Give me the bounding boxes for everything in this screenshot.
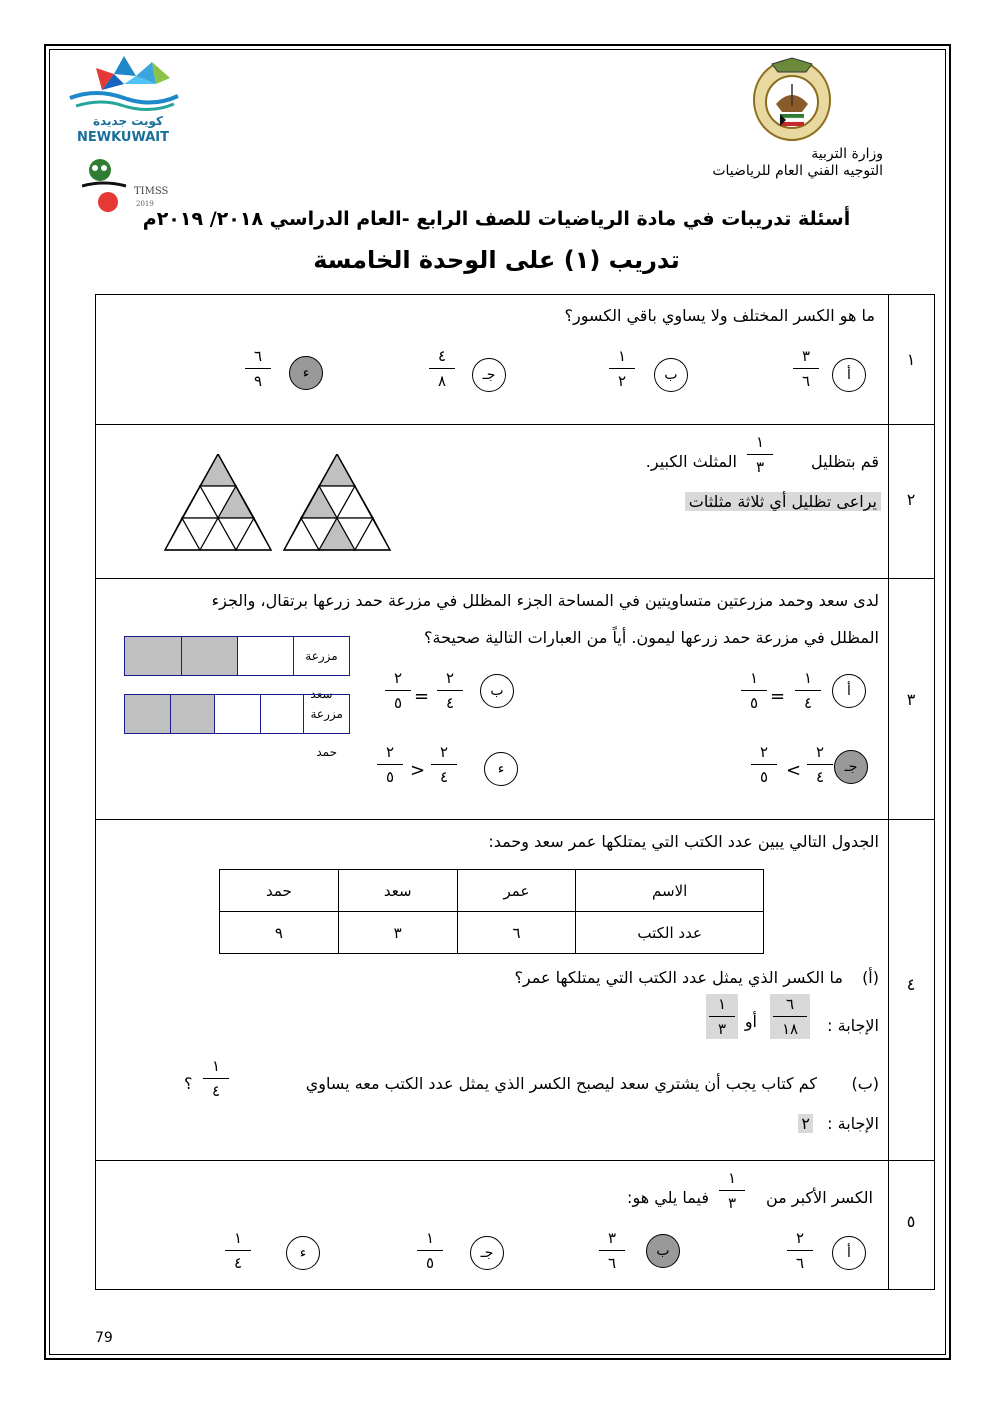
table-header-row — [220, 870, 764, 912]
denominator: ٥ — [425, 1254, 435, 1272]
denominator: ٣ — [755, 458, 765, 476]
farm-cell-shaded — [181, 637, 237, 675]
q3-option-c-left-fraction — [804, 742, 836, 787]
q3-option-a-right-fraction — [738, 668, 770, 713]
q1-option-b[interactable]: ب — [654, 358, 688, 392]
q3-option-a-sign: = — [770, 686, 786, 707]
q5-option-d-fraction — [222, 1228, 254, 1273]
farm-cell-shaded — [125, 637, 181, 675]
q1-option-b-fraction — [606, 346, 638, 391]
q4-answer-a-label: الإجابة : — [827, 1016, 879, 1035]
denominator: ٦ — [795, 1254, 805, 1272]
q1-option-c-fraction — [426, 346, 458, 391]
triangles-figure — [160, 454, 400, 556]
q4-part-a-text: ما الكسر الذي يمثل عدد الكتب التي يمتلكها عمر؟ — [514, 968, 843, 987]
table-cell: ٩ — [220, 912, 339, 954]
table-cell: ٦ — [457, 912, 576, 954]
denominator: ٢ — [617, 372, 627, 390]
farm-hamad-label: مزرعة حمد — [303, 695, 349, 733]
farm-cell — [237, 637, 293, 675]
timss-year: 2019 — [136, 200, 154, 208]
q1-option-d[interactable]: ء — [289, 356, 323, 390]
row-divider — [96, 424, 934, 425]
books-table — [219, 869, 764, 954]
numerator: ٢ — [439, 743, 449, 761]
q4-part-b-label: (ب) — [851, 1074, 879, 1093]
q5-option-b-fraction — [596, 1228, 628, 1273]
farm-saad-diagram — [124, 636, 350, 701]
numerator: ٦ — [785, 995, 795, 1013]
q3-option-d[interactable]: ء — [484, 752, 518, 786]
q5-option-a[interactable]: أ — [832, 1236, 866, 1270]
q5-option-c[interactable]: جـ — [470, 1236, 504, 1270]
numerator: ١ — [803, 669, 813, 687]
denominator: ٤ — [803, 694, 813, 712]
number-column-divider — [888, 295, 889, 1289]
denominator: ٥ — [749, 694, 759, 712]
q3-option-b-sign: = — [414, 686, 430, 707]
numerator: ٢ — [393, 669, 403, 687]
q1-option-a[interactable]: أ — [832, 358, 866, 392]
denominator: ١٨ — [781, 1020, 799, 1038]
q1-option-a-fraction — [790, 346, 822, 391]
numerator: ٢ — [815, 743, 825, 761]
triangle-2 — [284, 454, 390, 550]
q2-note: يراعى تظليل أي ثلاثة مثلثات — [685, 492, 881, 511]
q3-option-a-left-fraction — [792, 668, 824, 713]
q4-answer-a1-fraction — [770, 994, 810, 1039]
q4-part-a-label: (أ) — [862, 968, 879, 987]
q3-text-line2: المظلل في مزرعة حمد زرعها ليمون. أياً من العبارات التالية صحيحة؟ — [424, 628, 879, 647]
q4-answer-b-label: الإجابة : — [827, 1114, 879, 1133]
denominator: ٨ — [437, 372, 447, 390]
new-kuwait-english-label: NEWKUWAIT — [76, 130, 170, 145]
numerator: ٢ — [385, 743, 395, 761]
numerator: ١ — [211, 1057, 221, 1075]
row-divider — [96, 819, 934, 820]
numerator: ١ — [755, 433, 765, 451]
q3-option-b-left-fraction — [434, 668, 466, 713]
q1-text: ما هو الكسر المختلف ولا يساوي باقي الكسور؟ — [564, 306, 875, 325]
farm-cell — [214, 695, 260, 733]
denominator: ٩ — [253, 372, 263, 390]
denominator: ٤ — [439, 768, 449, 786]
q2-text-before: قم بتظليل — [810, 452, 879, 471]
q4-answer-or: أو — [744, 1012, 757, 1031]
timss-logo-icon — [82, 156, 130, 214]
farm-saad-label: مزرعة سعد — [293, 637, 349, 675]
q1-option-d-fraction — [242, 346, 274, 391]
numerator: ١ — [617, 347, 627, 365]
numerator: ٢ — [795, 1229, 805, 1247]
table-row — [220, 912, 764, 954]
table-cell: حمد — [220, 870, 339, 912]
q4-intro: الجدول التالي يبين عدد الكتب التي يمتلكها عمر سعد وحمد: — [488, 832, 879, 851]
ministry-name: وزارة التربية — [811, 146, 883, 162]
denominator: ٦ — [607, 1254, 617, 1272]
denominator: ٤ — [445, 694, 455, 712]
table-cell: الاسم — [576, 870, 764, 912]
question-number: ٣ — [906, 690, 916, 709]
numerator: ١ — [717, 995, 727, 1013]
numerator: ٣ — [801, 347, 811, 365]
row-divider — [96, 1160, 934, 1161]
numerator: ٣ — [607, 1229, 617, 1247]
page-subtitle: تدريب (١) على الوحدة الخامسة — [313, 246, 680, 274]
table-cell: ٣ — [338, 912, 457, 954]
denominator: ٥ — [385, 768, 395, 786]
q5-option-a-fraction — [784, 1228, 816, 1273]
denominator: ٥ — [759, 768, 769, 786]
farm-cell-shaded — [170, 695, 215, 733]
kuwait-emblem-icon — [750, 56, 834, 144]
numerator: ٢ — [759, 743, 769, 761]
page-number: 79 — [95, 1330, 113, 1346]
numerator: ١ — [727, 1169, 737, 1187]
q5-option-d[interactable]: ء — [286, 1236, 320, 1270]
numerator: ٤ — [437, 347, 447, 365]
q5-text-after: فيما يلي هو: — [627, 1188, 709, 1207]
denominator: ٣ — [717, 1020, 727, 1038]
table-cell: عمر — [457, 870, 576, 912]
numerator: ٦ — [253, 347, 263, 365]
q3-option-b-right-fraction — [382, 668, 414, 713]
q5-text-before: الكسر الأكبر من — [765, 1188, 873, 1207]
denominator: ٣ — [727, 1194, 737, 1212]
q3-option-d-right-fraction — [374, 742, 406, 787]
q1-option-c[interactable]: جـ — [472, 358, 506, 392]
numerator: ١ — [749, 669, 759, 687]
numerator: ١ — [425, 1229, 435, 1247]
denominator: ٤ — [815, 768, 825, 786]
q5-option-c-fraction — [414, 1228, 446, 1273]
denominator: ٤ — [233, 1254, 243, 1272]
question-number: ١ — [906, 350, 916, 369]
questions-table — [95, 294, 935, 1290]
new-kuwait-arabic-label: كويت جديدة — [93, 114, 163, 128]
ministry-department: التوجيه الفني العام للرياضيات — [712, 163, 883, 179]
denominator: ٥ — [393, 694, 403, 712]
q4-part-b-fraction — [200, 1056, 232, 1101]
q3-option-b[interactable]: ب — [480, 674, 514, 708]
q5-option-b[interactable]: ب — [646, 1234, 680, 1268]
q3-text-line1: لدى سعد وحمد مزرعتين متساويتين في المساحة الجزء المظلل في مزرعة حمد زرعها برتقال، والجزء — [211, 591, 879, 610]
q4-part-b-question-mark: ؟ — [184, 1074, 193, 1093]
row-divider — [96, 578, 934, 579]
denominator: ٦ — [801, 372, 811, 390]
q3-option-d-sign: > — [410, 760, 426, 781]
triangle-1 — [165, 454, 271, 550]
question-number: ٢ — [906, 490, 916, 509]
q2-fraction — [744, 432, 776, 477]
denominator: ٤ — [211, 1082, 221, 1100]
q3-option-c[interactable]: جـ — [834, 750, 868, 784]
q3-option-d-left-fraction — [428, 742, 460, 787]
numerator: ٢ — [445, 669, 455, 687]
farm-cell — [260, 695, 304, 733]
farm-cell-shaded — [125, 695, 170, 733]
q4-answer-a2-fraction — [706, 994, 738, 1039]
q3-option-c-sign: < — [786, 760, 802, 781]
q4-answer-b: ٢ — [798, 1114, 813, 1133]
page-title: أسئلة تدريبات في مادة الرياضيات للصف الرابع -العام الدراسي ٢٠١٨/ ٢٠١٩م — [142, 208, 851, 230]
table-cell: عدد الكتب — [576, 912, 764, 954]
question-number: ٤ — [906, 975, 916, 994]
table-cell: سعد — [338, 870, 457, 912]
q4-part-b-text: كم كتاب يجب أن يشتري سعد ليصبح الكسر الذي يمثل عدد الكتب معه يساوي — [305, 1074, 817, 1093]
q3-option-c-right-fraction — [748, 742, 780, 787]
q2-text-after: المثلث الكبير. — [645, 452, 737, 471]
timss-label: TIMSS — [134, 186, 169, 197]
q3-option-a[interactable]: أ — [832, 674, 866, 708]
farm-hamad-diagram — [124, 694, 350, 759]
q5-fraction — [716, 1168, 748, 1213]
ministry-block — [712, 146, 883, 180]
numerator: ١ — [233, 1229, 243, 1247]
new-kuwait-logo-icon — [66, 54, 182, 116]
question-number: ٥ — [906, 1212, 916, 1231]
